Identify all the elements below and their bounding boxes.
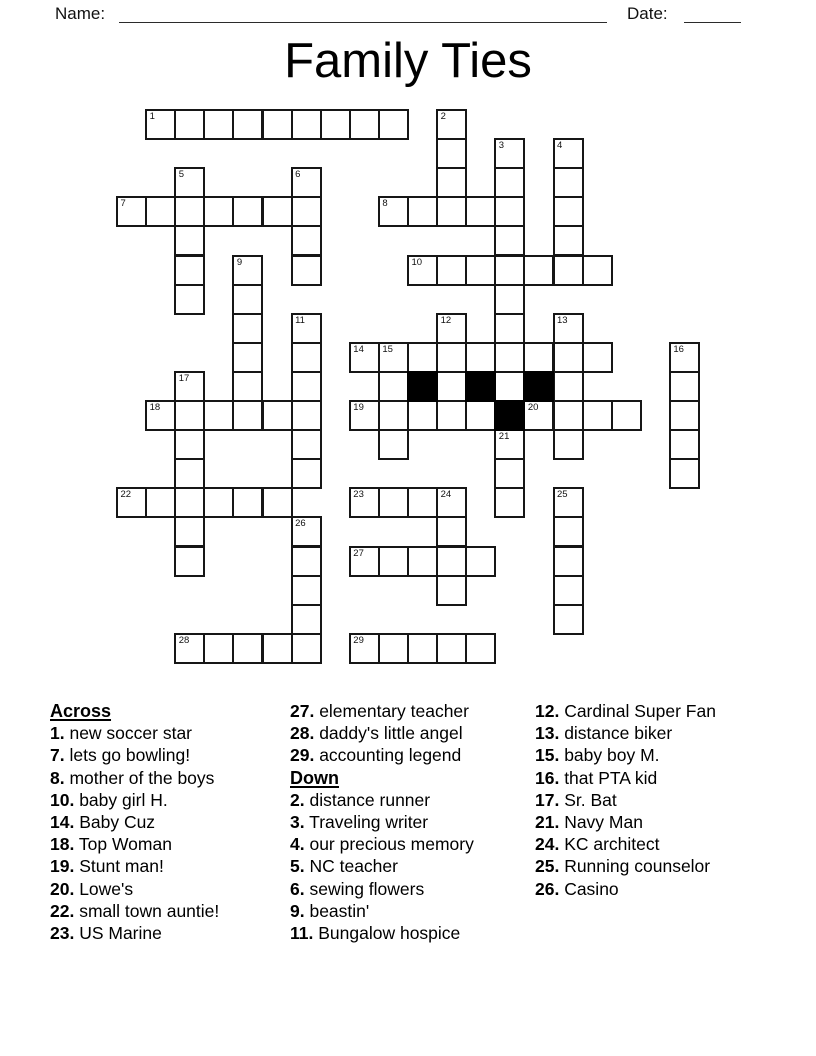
grid-cell[interactable] bbox=[523, 342, 554, 373]
grid-cell[interactable] bbox=[291, 109, 322, 140]
name-label: Name: bbox=[55, 4, 106, 23]
clue-across-23: 23. US Marine bbox=[50, 923, 162, 944]
grid-cell[interactable] bbox=[436, 516, 467, 547]
cell-number: 4 bbox=[557, 140, 563, 152]
grid-cell[interactable] bbox=[407, 400, 438, 431]
clue-down-5: 5. NC teacher bbox=[290, 856, 398, 877]
clue-number: 24. bbox=[535, 834, 560, 855]
grid-cell[interactable] bbox=[291, 342, 322, 373]
grid-cell[interactable] bbox=[436, 633, 467, 664]
clue-number: 13. bbox=[535, 723, 560, 744]
clue-number: 22. bbox=[50, 900, 75, 921]
clue-number: 27. bbox=[290, 701, 315, 721]
grid-cell[interactable] bbox=[407, 342, 438, 373]
grid-cell[interactable] bbox=[232, 284, 263, 315]
black-cell bbox=[407, 371, 438, 402]
cell-number: 22 bbox=[120, 489, 132, 501]
grid-cell[interactable] bbox=[378, 342, 409, 373]
clue-number: 28. bbox=[290, 723, 315, 744]
clue-down-24: 24. KC architect bbox=[535, 834, 660, 855]
grid-cell[interactable] bbox=[378, 546, 409, 577]
grid-cell[interactable] bbox=[494, 458, 525, 489]
grid-cell[interactable] bbox=[436, 313, 467, 344]
grid-cell[interactable] bbox=[582, 400, 613, 431]
clue-number: 17. bbox=[535, 789, 560, 810]
cell-number: 28 bbox=[178, 634, 190, 646]
grid-cell[interactable] bbox=[262, 487, 293, 518]
cell-number: 10 bbox=[411, 256, 423, 268]
cell-number: 1 bbox=[149, 111, 155, 122]
grid-cell[interactable] bbox=[494, 342, 525, 373]
grid-cell[interactable] bbox=[262, 633, 293, 664]
grid-cell[interactable] bbox=[291, 546, 322, 577]
cell-number: 29 bbox=[353, 634, 364, 646]
grid-cell[interactable] bbox=[465, 342, 496, 373]
grid-cell[interactable] bbox=[145, 196, 176, 227]
clue-down-17: 17. Sr. Bat bbox=[535, 789, 617, 810]
clue-down-4: 4. our precious memory bbox=[290, 834, 474, 855]
clue-number: 2. bbox=[290, 789, 305, 810]
grid-cell[interactable] bbox=[494, 196, 525, 227]
grid-cell[interactable] bbox=[262, 196, 293, 227]
grid-cell[interactable] bbox=[436, 546, 467, 577]
grid-cell[interactable] bbox=[291, 429, 322, 460]
grid-cell[interactable] bbox=[669, 371, 700, 402]
clue-down-21: 21. Navy Man bbox=[535, 812, 643, 833]
grid-cell[interactable] bbox=[494, 167, 525, 198]
grid-cell[interactable] bbox=[174, 429, 205, 460]
grid-cell[interactable] bbox=[436, 255, 467, 286]
clue-down-16: 16. that PTA kid bbox=[535, 767, 658, 788]
grid-cell[interactable] bbox=[465, 196, 496, 227]
clue-down-11: 11. Bungalow hospice bbox=[290, 923, 461, 944]
clue-down-13: 13. distance biker bbox=[535, 723, 673, 744]
clue-number: 10. bbox=[50, 789, 75, 810]
clue-number: 6. bbox=[290, 878, 305, 899]
clue-down-25: 25. Running counselor bbox=[535, 856, 711, 877]
grid-cell[interactable] bbox=[407, 546, 438, 577]
grid-cell[interactable] bbox=[436, 167, 467, 198]
grid-cell[interactable] bbox=[232, 255, 263, 286]
clue-across-29: 29. accounting legend bbox=[290, 745, 462, 766]
grid-cell[interactable] bbox=[174, 546, 205, 577]
clue-number: 23. bbox=[50, 923, 75, 944]
grid-cell[interactable] bbox=[494, 429, 525, 460]
grid-cell[interactable] bbox=[523, 400, 554, 431]
grid-cell[interactable] bbox=[436, 487, 467, 518]
clue-number: 20. bbox=[50, 878, 75, 899]
grid-cell[interactable] bbox=[465, 400, 496, 431]
grid-cell[interactable] bbox=[349, 400, 380, 431]
cell-number: 16 bbox=[673, 343, 684, 355]
grid-cell[interactable] bbox=[436, 342, 467, 373]
grid-cell[interactable] bbox=[232, 371, 263, 402]
grid-cell[interactable] bbox=[116, 487, 147, 518]
grid-cell[interactable] bbox=[291, 255, 322, 286]
grid-cell[interactable] bbox=[378, 429, 409, 460]
cell-number: 6 bbox=[295, 169, 301, 181]
grid-cell[interactable] bbox=[232, 400, 263, 431]
grid-cell[interactable] bbox=[232, 109, 263, 140]
grid-cell[interactable] bbox=[553, 196, 584, 227]
grid-cell[interactable] bbox=[145, 400, 176, 431]
clue-number: 7. bbox=[50, 745, 65, 766]
grid-cell[interactable] bbox=[174, 487, 205, 518]
grid-cell[interactable] bbox=[262, 109, 293, 140]
grid-cell[interactable] bbox=[494, 487, 525, 518]
grid-cell[interactable] bbox=[553, 342, 584, 373]
cell-number: 27 bbox=[353, 547, 364, 559]
clue-down-6: 6. sewing flowers bbox=[290, 878, 425, 899]
grid-cell[interactable] bbox=[232, 342, 263, 373]
grid-cell[interactable] bbox=[436, 371, 467, 402]
grid-cell[interactable] bbox=[203, 487, 234, 518]
grid-cell[interactable] bbox=[494, 225, 525, 256]
grid-cell[interactable] bbox=[465, 633, 496, 664]
grid-cell[interactable] bbox=[291, 633, 322, 664]
grid-cell[interactable] bbox=[291, 225, 322, 256]
grid-cell[interactable] bbox=[174, 225, 205, 256]
grid-cell[interactable] bbox=[553, 255, 584, 286]
page-title: Family Ties bbox=[284, 34, 532, 88]
cell-number: 26 bbox=[295, 518, 306, 530]
grid-cell[interactable] bbox=[349, 546, 380, 577]
cell-number: 18 bbox=[149, 402, 161, 413]
grid-cell[interactable] bbox=[553, 546, 584, 577]
across-heading: Across bbox=[50, 701, 112, 721]
clue-across-10: 10. baby girl H. bbox=[50, 789, 168, 810]
grid-cell[interactable] bbox=[203, 109, 234, 140]
grid-cell[interactable] bbox=[582, 255, 613, 286]
clue-number: 11. bbox=[290, 923, 314, 944]
grid-cell[interactable] bbox=[436, 400, 467, 431]
grid-cell[interactable] bbox=[553, 400, 584, 431]
clue-across-28: 28. daddy's little angel bbox=[290, 723, 463, 744]
grid-cell[interactable] bbox=[291, 196, 322, 227]
cell-number: 14 bbox=[353, 343, 364, 355]
clue-across-8: 8. mother of the boys bbox=[50, 767, 215, 788]
grid-cell[interactable] bbox=[494, 284, 525, 315]
cell-number: 15 bbox=[382, 343, 393, 355]
grid-cell[interactable] bbox=[669, 342, 700, 373]
black-cell bbox=[494, 400, 525, 431]
cell-number: 21 bbox=[498, 431, 510, 443]
grid-cell[interactable] bbox=[553, 225, 584, 256]
grid-cell[interactable] bbox=[291, 313, 322, 344]
clue-across-1: 1. new soccer star bbox=[50, 723, 193, 744]
cell-number: 20 bbox=[527, 402, 539, 413]
grid-cell[interactable] bbox=[553, 167, 584, 198]
clue-number: 9. bbox=[290, 900, 305, 921]
grid-cell[interactable] bbox=[174, 458, 205, 489]
grid-cell[interactable] bbox=[116, 196, 147, 227]
grid-cell[interactable] bbox=[494, 371, 525, 402]
clue-across-14: 14. Baby Cuz bbox=[50, 812, 156, 833]
cell-number: 24 bbox=[440, 489, 452, 501]
grid-cell[interactable] bbox=[174, 516, 205, 547]
clue-number: 19. bbox=[50, 856, 75, 877]
grid-cell[interactable] bbox=[378, 633, 409, 664]
clue-down-2: 2. distance runner bbox=[290, 789, 431, 810]
grid-cell[interactable] bbox=[523, 255, 554, 286]
down-heading: Down bbox=[290, 767, 339, 788]
clue-down-12: 12. Cardinal Super Fan bbox=[535, 701, 716, 721]
cell-number: 5 bbox=[178, 169, 184, 181]
grid-cell[interactable] bbox=[349, 487, 380, 518]
grid-cell[interactable] bbox=[174, 255, 205, 286]
grid-cell[interactable] bbox=[174, 196, 205, 227]
grid-cell[interactable] bbox=[407, 255, 438, 286]
cell-number: 13 bbox=[557, 314, 568, 326]
grid-cell[interactable] bbox=[174, 167, 205, 198]
grid-cell[interactable] bbox=[262, 400, 293, 431]
grid-cell[interactable] bbox=[436, 109, 467, 140]
grid-cell[interactable] bbox=[291, 458, 322, 489]
clue-column-middle bbox=[290, 700, 535, 944]
grid-cell[interactable] bbox=[291, 575, 322, 606]
clue-across-18: 18. Top Woman bbox=[50, 834, 172, 855]
cell-number: 8 bbox=[382, 198, 388, 210]
clue-number: 15. bbox=[535, 745, 560, 766]
cell-number: 9 bbox=[236, 256, 243, 268]
clue-number: 8. bbox=[50, 767, 65, 788]
black-cell bbox=[523, 371, 554, 402]
cell-number: 19 bbox=[353, 402, 364, 413]
grid-cell[interactable] bbox=[553, 429, 584, 460]
grid-cell[interactable] bbox=[553, 313, 584, 344]
grid-cell[interactable] bbox=[291, 371, 322, 402]
clue-down-9: 9. beastin' bbox=[290, 900, 370, 921]
grid-cell[interactable] bbox=[436, 196, 467, 227]
clue-across-20: 20. Lowe's bbox=[50, 878, 134, 899]
grid-cell[interactable] bbox=[203, 633, 234, 664]
grid-cell[interactable] bbox=[669, 429, 700, 460]
cell-number: 2 bbox=[440, 111, 446, 122]
grid-cell[interactable] bbox=[553, 575, 584, 606]
cell-number: 12 bbox=[440, 314, 452, 326]
grid-cell[interactable] bbox=[232, 487, 263, 518]
clue-number: 5. bbox=[290, 856, 305, 877]
clue-down-15: 15. baby boy M. bbox=[535, 745, 660, 766]
clue-across-7: 7. lets go bowling! bbox=[50, 745, 191, 766]
clue-number: 16. bbox=[535, 767, 560, 788]
clue-number: 21. bbox=[535, 812, 560, 833]
grid-cell[interactable] bbox=[465, 255, 496, 286]
grid-cell[interactable] bbox=[174, 284, 205, 315]
clue-number: 25. bbox=[535, 856, 560, 877]
grid-cell[interactable] bbox=[174, 400, 205, 431]
clue-across-22: 22. small town auntie! bbox=[50, 900, 220, 921]
grid-cell[interactable] bbox=[669, 400, 700, 431]
grid-cell[interactable] bbox=[669, 458, 700, 489]
grid-cell[interactable] bbox=[378, 400, 409, 431]
clue-number: 26. bbox=[535, 878, 560, 899]
grid-cell[interactable] bbox=[203, 400, 234, 431]
cell-number: 7 bbox=[120, 198, 126, 210]
date-label: Date: bbox=[627, 4, 668, 23]
grid-cell[interactable] bbox=[611, 400, 642, 431]
grid-cell[interactable] bbox=[349, 109, 380, 140]
grid-cell[interactable] bbox=[553, 604, 584, 635]
grid-cell[interactable] bbox=[407, 196, 438, 227]
clue-column-across bbox=[50, 700, 295, 944]
clue-number: 29. bbox=[290, 745, 315, 766]
grid-cell[interactable] bbox=[349, 342, 380, 373]
grid-cell[interactable] bbox=[174, 371, 205, 402]
grid-cell[interactable] bbox=[553, 138, 584, 169]
clue-across-27: 27. elementary teacher bbox=[290, 701, 469, 721]
grid-cell[interactable] bbox=[553, 516, 584, 547]
grid-cell[interactable] bbox=[232, 196, 263, 227]
grid-cell[interactable] bbox=[436, 138, 467, 169]
grid-cell[interactable] bbox=[291, 167, 322, 198]
clue-number: 14. bbox=[50, 812, 75, 833]
grid-cell[interactable] bbox=[582, 342, 613, 373]
clue-number: 4. bbox=[290, 834, 305, 855]
cell-number: 3 bbox=[498, 140, 505, 152]
grid-cell[interactable] bbox=[378, 371, 409, 402]
grid-cell[interactable] bbox=[436, 575, 467, 606]
grid-cell[interactable] bbox=[407, 487, 438, 518]
grid-cell[interactable] bbox=[291, 516, 322, 547]
grid-cell[interactable] bbox=[553, 487, 584, 518]
grid-cell[interactable] bbox=[494, 255, 525, 286]
clue-column-down bbox=[535, 700, 780, 900]
grid-cell[interactable] bbox=[553, 371, 584, 402]
grid-cell[interactable] bbox=[232, 633, 263, 664]
cell-number: 11 bbox=[295, 314, 305, 326]
cell-number: 25 bbox=[557, 489, 568, 501]
grid-cell[interactable] bbox=[378, 196, 409, 227]
black-cell bbox=[465, 371, 496, 402]
grid-cell[interactable] bbox=[407, 633, 438, 664]
grid-cell[interactable] bbox=[494, 313, 525, 344]
cell-number: 23 bbox=[353, 489, 364, 501]
grid-cell[interactable] bbox=[291, 400, 322, 431]
grid-cell[interactable] bbox=[494, 138, 525, 169]
grid-cell[interactable] bbox=[349, 633, 380, 664]
grid-cell[interactable] bbox=[378, 109, 409, 140]
grid-cell[interactable] bbox=[320, 109, 351, 140]
grid-cell[interactable] bbox=[232, 313, 263, 344]
grid-cell[interactable] bbox=[174, 109, 205, 140]
grid-cell[interactable] bbox=[378, 487, 409, 518]
clue-number: 12. bbox=[535, 701, 560, 721]
grid-cell[interactable] bbox=[174, 633, 205, 664]
grid-cell[interactable] bbox=[465, 546, 496, 577]
clue-number: 3. bbox=[290, 812, 305, 833]
grid-cell[interactable] bbox=[145, 109, 176, 140]
grid-cell[interactable] bbox=[291, 604, 322, 635]
clue-down-26: 26. Casino bbox=[535, 878, 619, 899]
grid-cell[interactable] bbox=[203, 196, 234, 227]
clue-number: 18. bbox=[50, 834, 75, 855]
cell-number: 17 bbox=[178, 372, 190, 384]
clue-down-3: 3. Traveling writer bbox=[290, 812, 429, 833]
clue-number: 1. bbox=[50, 723, 65, 744]
grid-cell[interactable] bbox=[145, 487, 176, 518]
clue-across-19: 19. Stunt man! bbox=[50, 856, 164, 877]
